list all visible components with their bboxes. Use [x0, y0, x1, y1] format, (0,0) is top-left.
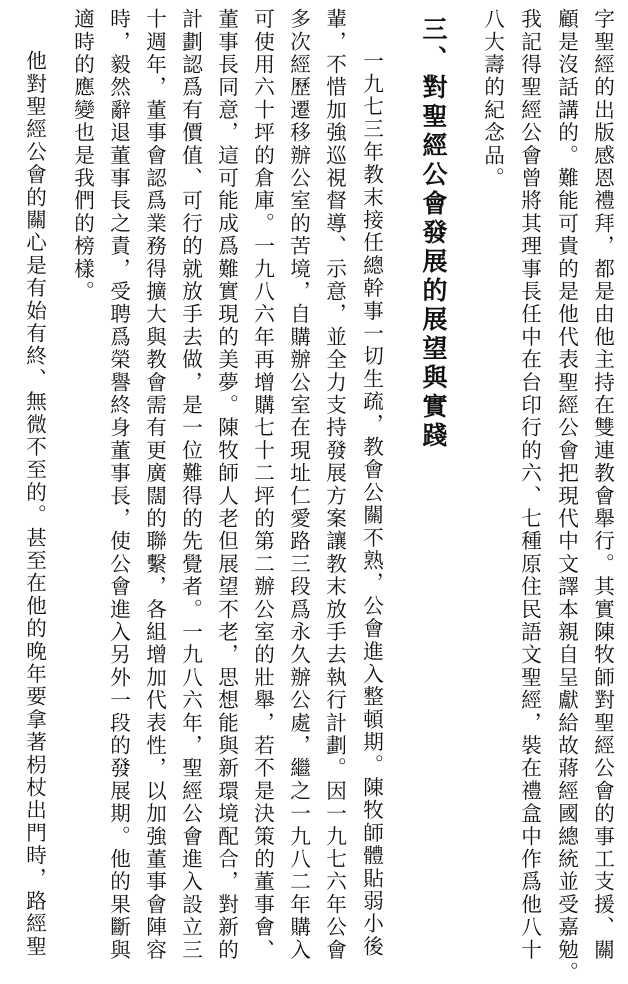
- text-column: 他對聖經公會的關心是有始有終、無微不至的。甚至在他的晚年要拿著枴杖出門時，路經聖: [22, 50, 47, 958]
- section-heading: 三、對聖經公會發展的展望與實踐: [419, 16, 448, 451]
- text-column: 八大壽的紀念品。: [480, 8, 505, 190]
- text-column: 董事長同意，這可能成爲難實現的美夢。陳牧師人老但展望不老，思想能與新環境配合，對新的: [214, 8, 239, 962]
- text-column: 計劃認爲有價值、可行的就放手去做，是一位難得的先覺者。一九八六年，聖經公會進入設立三: [178, 8, 203, 962]
- text-column: 一九七三年教末接任總幹事一切生疏，教會公關不熟，公會進入整頓期。陳牧師體貼弱小後: [359, 50, 384, 958]
- text-column: 我記得聖經公會曾將其理事長任中在台印行的六、七種原住民語文聖經，裝在禮盒中作爲他八十: [517, 8, 542, 962]
- text-column: 可使用六十坪的倉庫。一九八六年再增購七十二坪的第二辦公室的壯舉，若不是決策的董事會、: [250, 8, 275, 962]
- text-column: 多次經歷遷移辦公室的苦境，自購辦公室在現址仁愛路三段爲永久辦公處，繼之一九八二年購入: [286, 8, 311, 962]
- text-column: 適時的應變也是我們的榜樣。: [70, 8, 95, 304]
- text-column: 字聖經的出版感恩禮拜，都是由他主持在雙連教會舉行。其實陳牧師對聖經公會的事工支援、關: [590, 8, 615, 962]
- text-column: 顧是沒話講的。難能可貴的是他代表聖經公會把現代中文譯本親自呈獻給故蔣經國總統並受嘉勉。: [554, 8, 579, 984]
- text-column: 輩，不惜加強巡視督導、示意，並全力支持發展方案讓教末放手去執行計劃。因一九七六年公會: [322, 8, 347, 962]
- text-column: 十週年，董事會認爲業務得擴大與教會需有更廣闊的聯繫，各組增加代表性，以加強董事會陣容: [142, 8, 167, 962]
- text-column: 時，毅然辭退董事長之責，受聘爲榮譽終身董事長，使公會進入另外一段的發展期。他的果斷與: [106, 8, 131, 962]
